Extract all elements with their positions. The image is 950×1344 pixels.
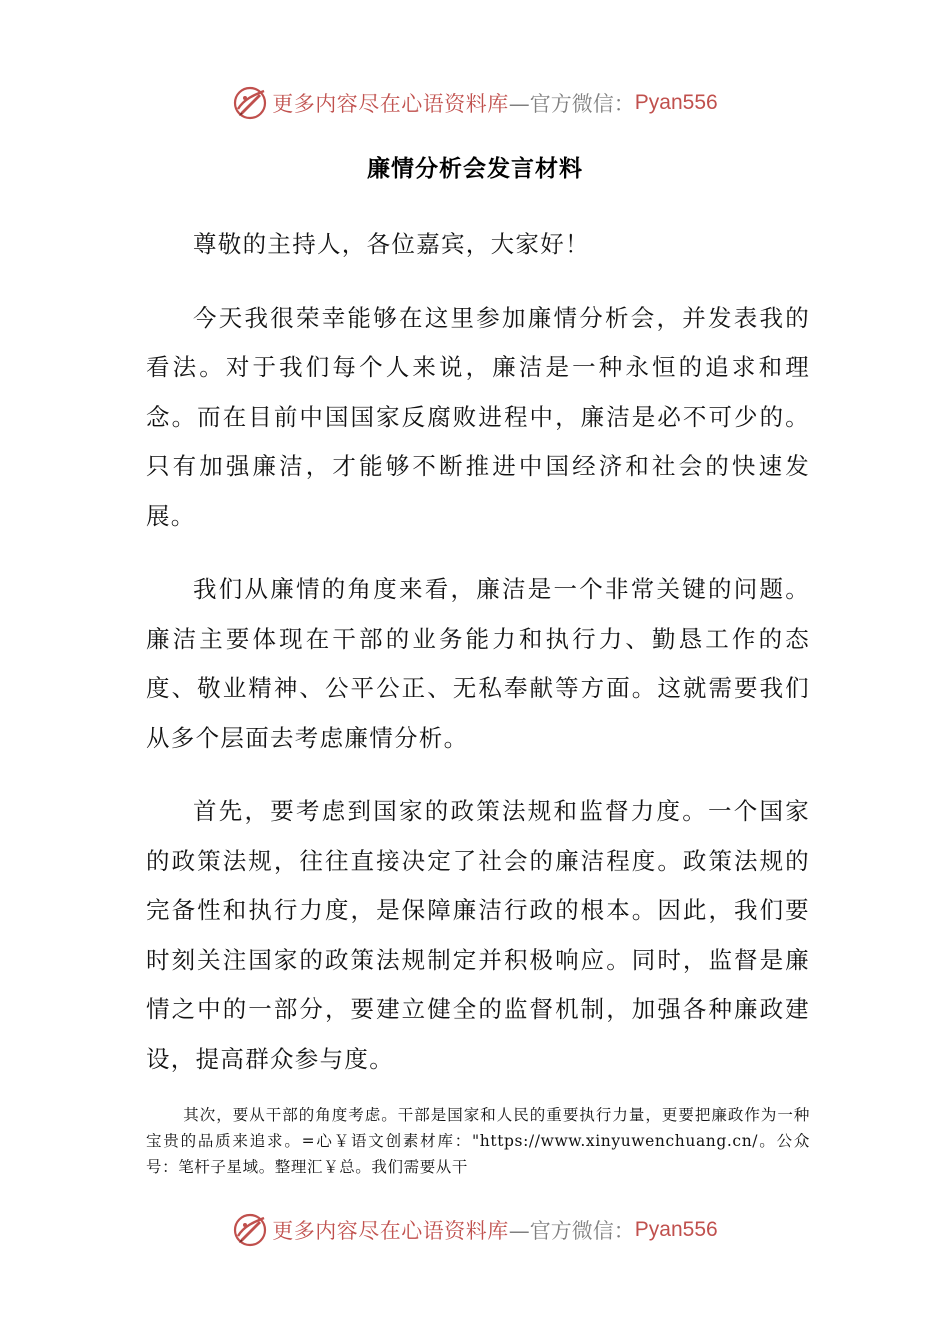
paragraph-first: 首先，要考虑到国家的政策法规和监督力度。一个国家的政策法规，往往直接决定了社会的廉洁程度。政策法规的完备性和执行力度，是保障廉洁行政的根本。因此，我们要时刻关注国家的政策法规制定并积极响应。同时，监督是廉情之中的一部分，要建立健全的监督机制，加强各种廉政建设，提高群众参与度。 xyxy=(146,797,810,1073)
banner-wechat-id: Pyan556 xyxy=(634,1218,718,1241)
paragraph-second-small: 其次，要从干部的角度考虑。干部是国家和人民的重要执行力量，更要把廉政作为一种宝贵的品质来追求。=心￥语文创素材库："https://www.xinyuwenchuang.cn/。公众号：笔杆子星域。整理汇￥总。我们需要从干 xyxy=(146,1106,810,1176)
banner-text: 更多内容尽在心语资料库 xyxy=(272,92,509,116)
banner-wechat-id: Pyan556 xyxy=(634,91,718,114)
document-title: 廉情分析会发言材料 xyxy=(367,156,583,182)
banner-separator: —官方微信： xyxy=(508,92,635,116)
paragraph-greeting: 尊敬的主持人，各位嘉宾，大家好！ xyxy=(193,230,590,258)
document-body xyxy=(146,220,810,1108)
footer-banner xyxy=(0,1208,950,1252)
pen-logo-icon xyxy=(232,85,268,121)
paragraph-angle: 我们从廉情的角度来看，廉洁是一个非常关键的问题。廉洁主要体现在干部的业务能力和执行力、勤恳工作的态度、敬业精神、公平公正、无私奉献等方面。这就需要我们从多个层面去考虑廉情分析。 xyxy=(146,575,810,752)
paragraph-intro: 今天我很荣幸能够在这里参加廉情分析会，并发表我的看法。对于我们每个人来说，廉洁是一种永恒的追求和理念。而在目前中国国家反腐败进程中，廉洁是必不可少的。只有加强廉洁，才能够不断推进中国经济和社会的快速发展。 xyxy=(146,303,810,530)
pen-logo-icon xyxy=(232,1212,268,1248)
header-banner xyxy=(0,81,950,125)
banner-separator: —官方微信： xyxy=(508,1219,635,1243)
banner-text: 更多内容尽在心语资料库 xyxy=(272,1219,509,1243)
